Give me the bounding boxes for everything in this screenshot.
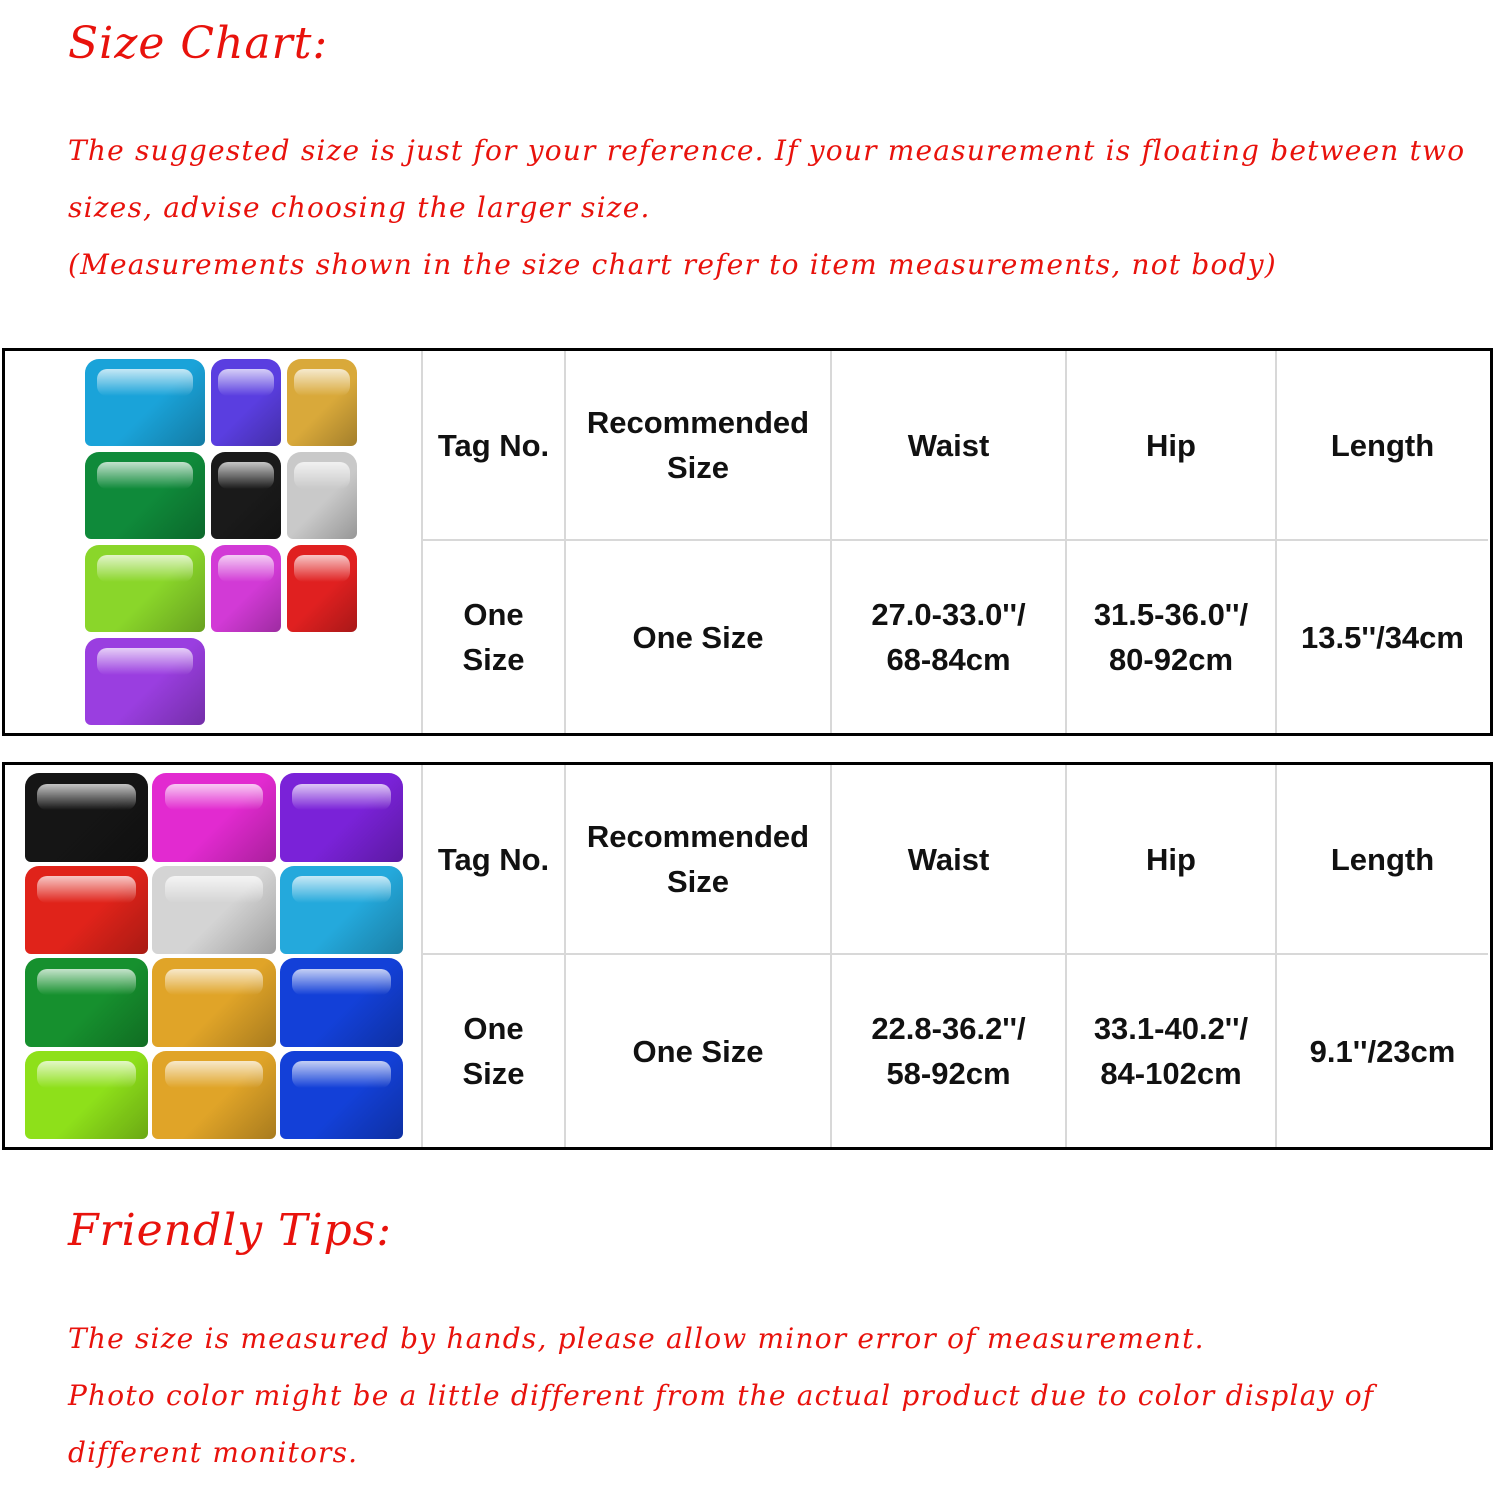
header-recommended-size: Recommended Size	[564, 351, 830, 541]
product-photo-swatch	[85, 638, 205, 725]
cell-recommended-size: One Size	[564, 955, 830, 1147]
product-color-swatches	[85, 359, 355, 725]
header-tag-no: Tag No.	[421, 765, 564, 955]
size-table-short-skirt	[2, 348, 1493, 736]
product-photo-swatch	[85, 359, 205, 446]
header-waist: Waist	[830, 765, 1065, 955]
header-waist: Waist	[830, 351, 1065, 541]
product-photo-swatch	[287, 452, 357, 539]
tip-line: Photo color might be a little different from the actual product due to color display of	[68, 1379, 1375, 1412]
cell-recommended-size: One Size	[564, 541, 830, 733]
product-photo-swatch	[152, 866, 275, 955]
product-photo-swatch	[85, 545, 205, 632]
product-photo-swatch	[280, 1051, 403, 1140]
cell-length: 13.5''/34cm	[1275, 541, 1488, 733]
product-photo-swatch	[152, 773, 275, 862]
product-photo-swatch	[280, 866, 403, 955]
friendly-tips-heading: Friendly Tips:	[68, 1205, 393, 1256]
cell-length: 9.1''/23cm	[1275, 955, 1488, 1147]
product-photo-swatch	[211, 359, 281, 446]
cell-hip: 31.5-36.0''/ 80-92cm	[1065, 541, 1275, 733]
product-photo-swatch	[280, 773, 403, 862]
product-photo-swatch	[25, 866, 148, 955]
cell-waist: 22.8-36.2''/ 58-92cm	[830, 955, 1065, 1147]
product-photo-swatch	[25, 958, 148, 1047]
header-length: Length	[1275, 765, 1488, 955]
cell-waist: 27.0-33.0''/ 68-84cm	[830, 541, 1065, 733]
product-photo-swatch	[211, 545, 281, 632]
product-photo-swatch	[211, 452, 281, 539]
product-photo-swatch	[152, 958, 275, 1047]
friendly-tips-text	[68, 1310, 1478, 1481]
product-photo-swatch	[25, 773, 148, 862]
product-photo-swatch	[280, 958, 403, 1047]
header-hip: Hip	[1065, 351, 1275, 541]
header-hip: Hip	[1065, 765, 1275, 955]
product-photo-swatch	[85, 452, 205, 539]
tip-line: The size is measured by hands, please allow minor error of measurement.	[68, 1322, 1205, 1355]
cell-hip: 33.1-40.2''/ 84-102cm	[1065, 955, 1275, 1147]
tip-line: different monitors.	[68, 1436, 359, 1469]
intro-line: (Measurements shown in the size chart refer to item measurements, not body)	[68, 248, 1277, 281]
cell-tag-no: One Size	[421, 955, 564, 1147]
header-recommended-size: Recommended Size	[564, 765, 830, 955]
cell-tag-no: One Size	[421, 541, 564, 733]
size-table-slit-skirt	[2, 762, 1493, 1150]
product-photo-collage	[5, 765, 421, 1147]
product-photo-swatch	[287, 359, 357, 446]
product-photo-swatch	[152, 1051, 275, 1140]
product-color-swatches	[25, 773, 403, 1139]
product-photo-swatch	[25, 1051, 148, 1140]
product-photo-swatch	[287, 545, 357, 632]
intro-line: The suggested size is just for your reference. If your measurement is floating between two	[68, 134, 1466, 167]
header-tag-no: Tag No.	[421, 351, 564, 541]
size-chart-intro	[68, 122, 1478, 293]
size-chart-heading: Size Chart:	[68, 18, 329, 69]
intro-line: sizes, advise choosing the larger size.	[68, 191, 651, 224]
header-length: Length	[1275, 351, 1488, 541]
product-photo-collage	[5, 351, 421, 733]
